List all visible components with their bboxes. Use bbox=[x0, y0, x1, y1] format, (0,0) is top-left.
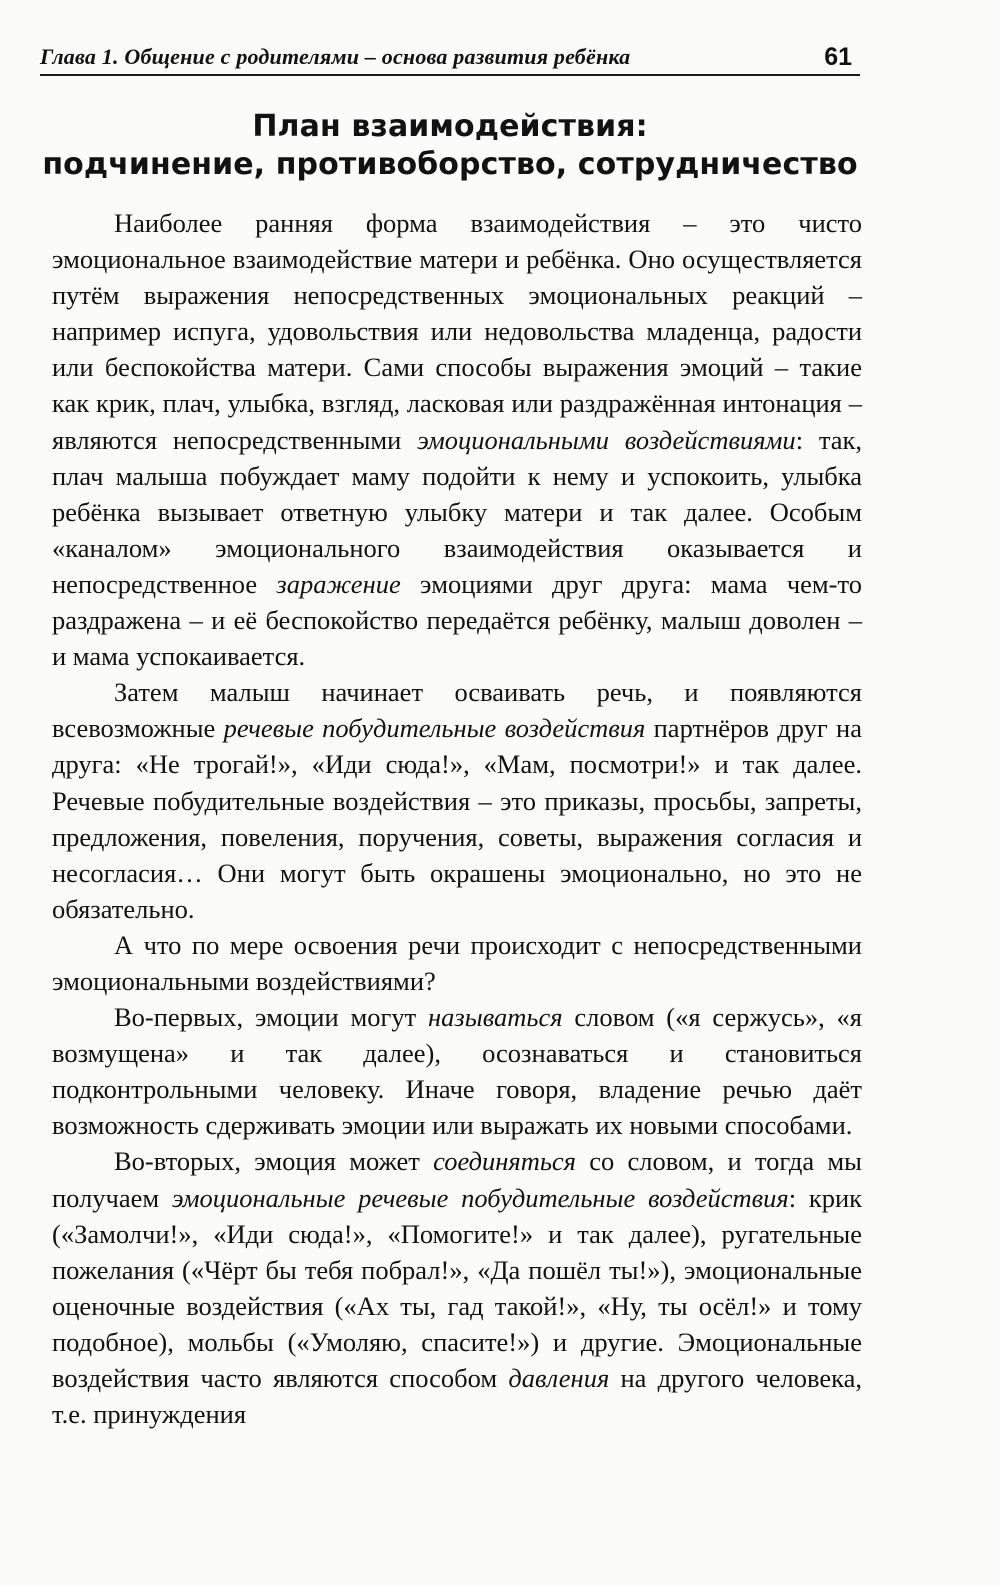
paragraph-1-text-1: Наиболее ранняя форма взаимодействия – это чисто эмоциональное взаимодействие матери и ребёнка. Оно осуществляется путём выражения непосредственных эмоциональных реакций – например испуга, удовольствия или недовольства младенца, радости или беспокойства матери. Сами способы выражения эмоций – такие как крик, плач, улыбка, взгляд, ласковая или раздражённая интонация – являются непосредственными bbox=[52, 208, 862, 455]
paragraph-5-term-pressure: давления bbox=[508, 1363, 610, 1393]
section-heading-line-2: подчинение, противоборство, сотрудничество bbox=[42, 147, 858, 182]
paragraph-5-text-3: : крик («Замолчи!», «Иди сюда!», «Помогите!» и так далее), ругательные пожелания («Чёрт бы тебя побрал!», «Да пошёл ты!»), эмоциональные оценочные воздействия («Ах ты, гад такой!», «Ну, ты осёл!» и тому подобное), мольбы («Умоляю, спасите!») и другие. Эмоциональные воздействия часто являются способом bbox=[52, 1182, 862, 1393]
paragraph-4-term-named: называться bbox=[428, 1002, 563, 1033]
paragraph-4-text-1: Во-первых, эмоции могут bbox=[114, 1002, 429, 1033]
paragraph-5-term-combine: соединяться bbox=[433, 1146, 576, 1177]
page-number: 61 bbox=[824, 43, 852, 71]
paragraph-1-text-3: эмоциями друг друга: мама чем-то раздражена – и её беспокойство передаётся ребёнку, малыш доволен – и мама успокаивается. bbox=[52, 568, 862, 672]
paragraph-5-term-emotional-speech-influences: эмоциональные речевые побудительные воздействия bbox=[171, 1182, 789, 1213]
paragraph-1-term-contagion: заражение bbox=[276, 568, 401, 599]
paragraph-2 bbox=[52, 674, 862, 927]
paragraph-2-text-1: Затем малыш начинает осваивать речь, и появляются всевозможные bbox=[52, 677, 862, 744]
paragraph-4-text-2: словом («я сержусь», «я возмущена» и так далее), осознаваться и становиться подконтрольными человеку. Иначе говоря, владение речью даёт возможность сдерживать эмоции или выражать их новыми способами. bbox=[52, 1002, 862, 1141]
running-head bbox=[40, 40, 860, 76]
paragraph-5-text-2: со словом, и тогда мы получаем bbox=[52, 1146, 862, 1213]
body-text bbox=[52, 205, 862, 1432]
paragraph-1 bbox=[52, 205, 862, 674]
section-heading bbox=[40, 108, 860, 184]
paragraph-2-text-2: партнёров друг на друга: «Не трогай!», «Иди сюда!», «Мам, посмотри!» и так далее. Речевые побудительные воздействия – это приказы, просьбы, запреты, предложения, повеления, поручения, советы, выражения согласия и несогласия… Они могут быть окрашены эмоционально, но это не обязательно. bbox=[52, 713, 862, 924]
running-head-title: Глава 1. Общение с родителями – основа развития ребёнка bbox=[40, 44, 631, 69]
paragraph-1-term-emotional-influences: эмоциональными воздействиями bbox=[417, 424, 796, 455]
paragraph-3-text-1: А что по мере освоения речи происходит с непосредственными эмоциональными воздействиями? bbox=[52, 929, 862, 996]
section-heading-line-1: План взаимодействия: bbox=[252, 109, 648, 144]
paragraph-5 bbox=[52, 1143, 862, 1432]
paragraph-5-text-4: на другого человека, т.е. принуждения bbox=[52, 1363, 862, 1430]
paragraph-5-text-1: Во-вторых, эмоция может bbox=[114, 1146, 434, 1177]
paragraph-1-text-2: : так, плач малыша побуждает маму подойти к нему и успокоить, улыбка ребёнка вызывает ответную улыбку матери и так далее. Особым «каналом» эмоционального взаимодействия оказывается и непосредственное bbox=[52, 424, 862, 599]
paragraph-3 bbox=[52, 927, 862, 999]
paragraph-2-term-speech-influences: речевые побудительные воздействия bbox=[223, 713, 646, 744]
paragraph-4 bbox=[52, 999, 862, 1143]
